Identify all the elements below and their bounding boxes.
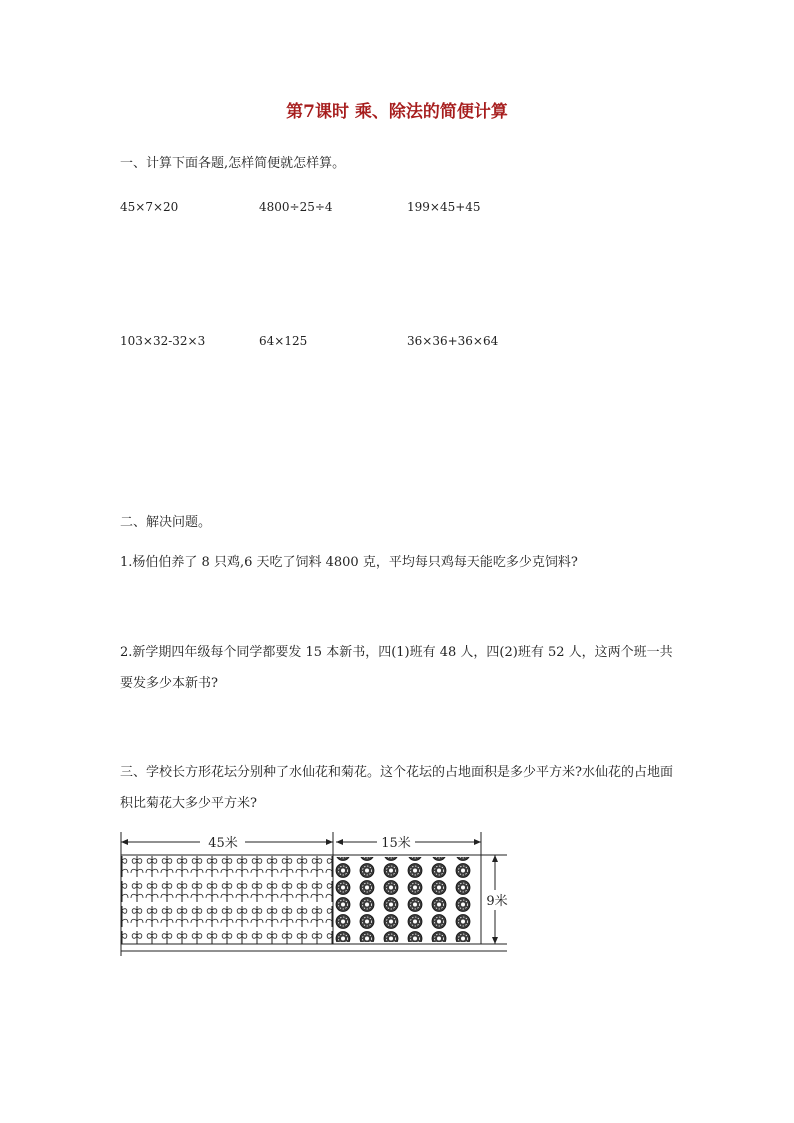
expression-3: 199×45+45: [407, 200, 481, 214]
section3-question: 三、学校长方形花坛分别种了水仙花和菊花。这个花坛的占地面积是多少平方米?水仙花的占地面积比菊花大多少平方米?: [120, 765, 673, 811]
expression-5: 64×125: [259, 334, 308, 348]
expression-1: 45×7×20: [120, 200, 179, 214]
flower-bed-diagram: [115, 828, 515, 958]
label-45m: 45米: [208, 836, 238, 851]
section1-heading: 一、计算下面各题,怎样简便就怎样算。: [120, 156, 346, 171]
expression-4: 103×32-32×3: [120, 334, 206, 348]
page-title: 第7课时 乘、除法的简便计算: [286, 102, 508, 122]
section2-heading: 二、解决问题。: [120, 515, 212, 530]
problem-1: 1.杨伯伯养了 8 只鸡,6 天吃了饲料 4800 克，平均每只鸡每天能吃多少克饲料?: [120, 555, 578, 570]
label-15m: 15米: [381, 836, 411, 851]
expression-6: 36×36+36×64: [407, 334, 499, 348]
expression-2: 4800÷25÷4: [259, 200, 333, 214]
label-9m: 9米: [486, 894, 508, 909]
chrysanthemum-area: [335, 857, 477, 942]
narcissus-area: [121, 855, 333, 944]
problem-2: 2.新学期四年级每个同学都要发 15 本新书，四(1)班有 48 人，四(2)班有 52 人，这两个班一共要发多少本新书?: [120, 645, 673, 691]
